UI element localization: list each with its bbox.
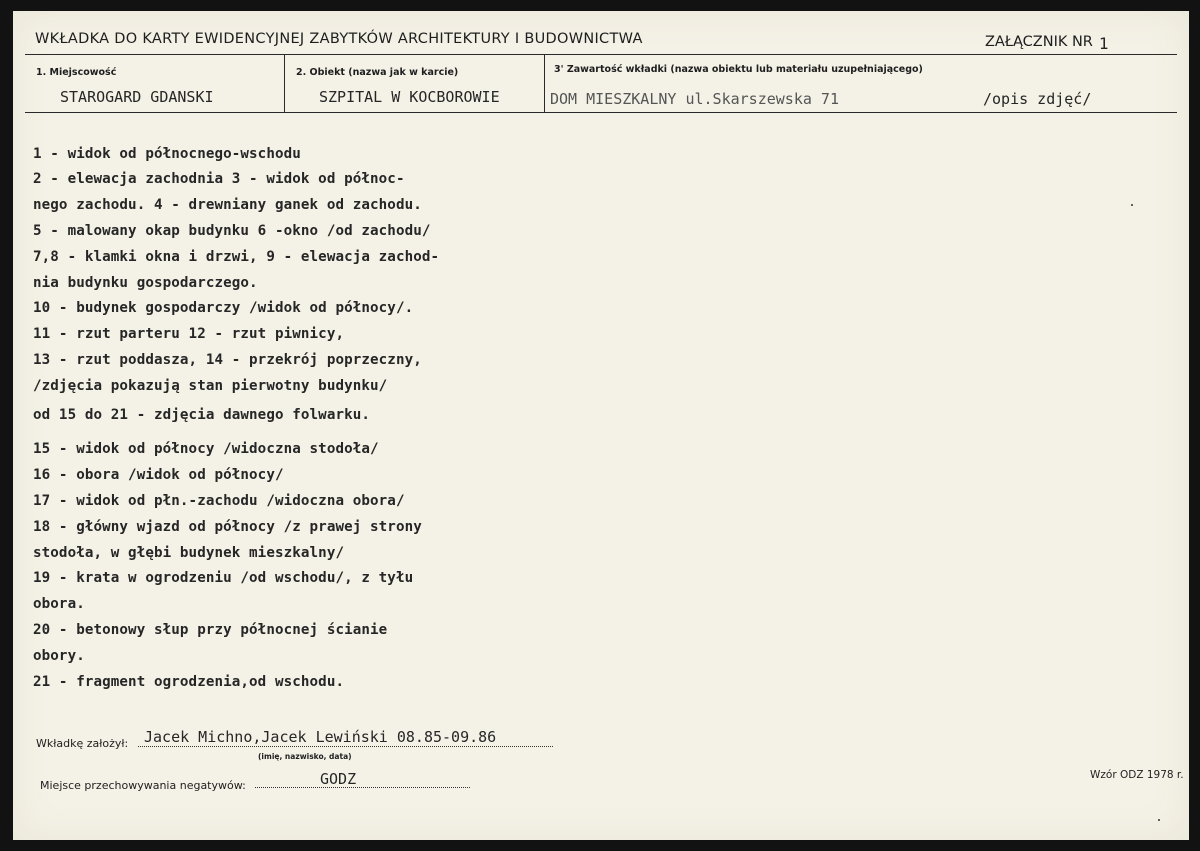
description-line: 7,8 - klamki okna i drzwi, 9 - elewacja zachod- xyxy=(33,249,440,265)
locality-label: 1. Miejscowość xyxy=(36,67,117,78)
description-line: 21 - fragment ogrodzenia,od wschodu. xyxy=(33,674,345,690)
description-line: 13 - rzut poddasza, 14 - przekrój poprzeczny, xyxy=(33,352,422,368)
form-template-note: Wzór ODZ 1978 r. xyxy=(1090,769,1184,781)
annex-number-label xyxy=(985,31,1109,53)
author-label: Wkładkę założył: xyxy=(36,737,129,750)
description-line: nia budynku gospodarczego. xyxy=(33,275,258,291)
description-line: 10 - budynek gospodarczy /widok od północy/. xyxy=(33,300,414,316)
header-rule-top xyxy=(25,54,1177,55)
description-line: 2 - elewacja zachodnia 3 - widok od północ- xyxy=(33,171,405,187)
field-divider-1 xyxy=(284,54,285,112)
annex-label-text: ZAŁĄCZNIK NR xyxy=(985,34,1093,50)
author-value: Jacek Michno,Jacek Lewiński 08.85-09.86 xyxy=(144,728,497,746)
field-divider-2 xyxy=(544,54,545,112)
header-rule-bottom xyxy=(25,112,1177,113)
description-line: stodoła, w głębi budynek mieszkalny/ xyxy=(33,545,345,561)
form-title: WKŁADKA DO KARTY EWIDENCYJNEJ ZABYTKÓW ARCHITEKTURY I BUDOWNICTWA xyxy=(35,31,643,47)
author-field-hint: (imię, nazwisko, data) xyxy=(258,752,352,761)
description-line: 17 - widok od płn.-zachodu /widoczna obora/ xyxy=(33,493,405,509)
description-line: od 15 do 21 - zdjęcia dawnego folwarku. xyxy=(33,407,371,423)
ink-speck xyxy=(1131,204,1133,206)
object-label: 2. Obiekt (nazwa jak w karcie) xyxy=(296,67,459,78)
description-line: obora. xyxy=(33,596,85,612)
annex-number: 1 xyxy=(1098,34,1109,53)
description-line: nego zachodu. 4 - drewniany ganek od zachodu. xyxy=(33,197,422,213)
locality-value: STAROGARD GDANSKI xyxy=(60,88,214,106)
storage-line xyxy=(255,787,470,788)
record-insert-card xyxy=(13,11,1189,840)
description-line: 15 - widok od północy /widoczna stodoła/ xyxy=(33,441,379,457)
description-line: /zdjęcia pokazują stan pierwotny budynku/ xyxy=(33,378,388,394)
storage-value: GODZ xyxy=(320,770,357,788)
description-line: 18 - główny wjazd od północy /z prawej strony xyxy=(33,519,422,535)
description-line: obory. xyxy=(33,648,85,664)
description-line: 1 - widok od północnego-wschodu xyxy=(33,146,301,162)
content-label: 3' Zawartość wkładki (nazwa obiektu lub materiału uzupełniającego) xyxy=(554,64,923,75)
storage-label: Miejsce przechowywania negatywów: xyxy=(40,779,246,792)
description-line: 5 - malowany okap budynku 6 -okno /od zachodu/ xyxy=(33,223,431,239)
content-note: /opis zdjęć/ xyxy=(983,90,1092,108)
author-line xyxy=(138,746,553,747)
description-line: 20 - betonowy słup przy północnej ścianie xyxy=(33,622,388,638)
description-line: 19 - krata w ogrodzeniu /od wschodu/, z tyłu xyxy=(33,570,414,586)
description-line: 11 - rzut parteru 12 - rzut piwnicy, xyxy=(33,326,345,342)
content-value: DOM MIESZKALNY ul.Skarszewska 71 xyxy=(550,90,839,108)
ink-speck xyxy=(1158,819,1160,821)
description-line: 16 - obora /widok od północy/ xyxy=(33,467,284,483)
object-value: SZPITAL W KOCBOROWIE xyxy=(319,88,500,106)
